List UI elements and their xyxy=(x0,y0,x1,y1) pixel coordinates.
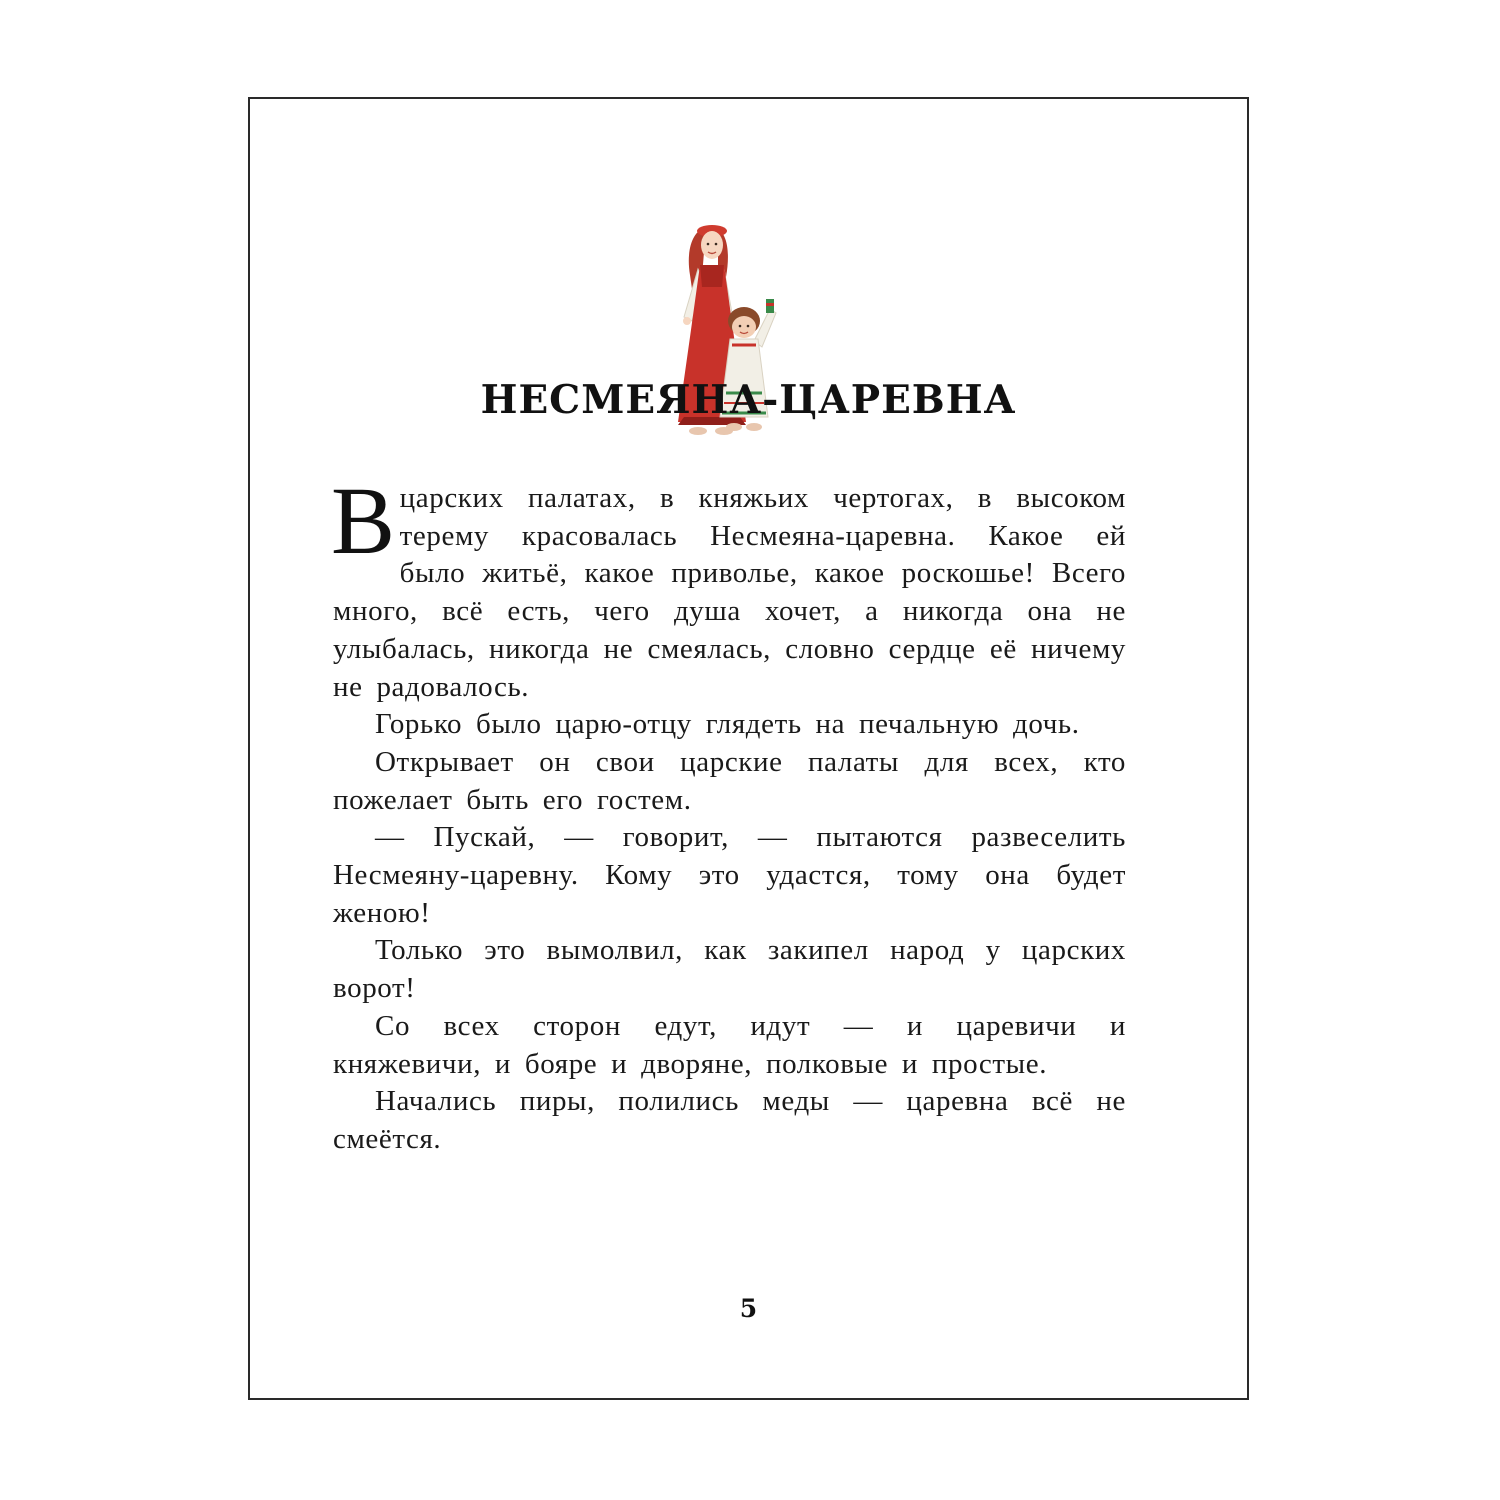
story-paragraph-2: Горько было царю-отцу глядеть на печальную дочь. xyxy=(375,708,1080,741)
story-paragraph-3: Открывает он свои царские палаты для всех, кто пожелает быть его гостем. xyxy=(333,745,1126,816)
paragraph-text: царских палатах, в княжьих чертогах, в высоком терему красовалась Несмеяна-царевна. Какое ей было житьё, какое приволье, какое роскошье! Всего много, всё есть, чего душа хочет, а никогда она не улыбалась, никогда не смеялась, словно сердце её ничему не радовалось. xyxy=(333,482,1126,703)
story-paragraph-4: — Пускай, — говорит, — пытаются развеселить Несмеяну-царевну. Кому это удастся, тому она будет женою! xyxy=(333,821,1126,929)
story-body xyxy=(331,467,1126,1159)
story-paragraph-6: Со всех сторон едут, идут — и царевичи и княжевичи, и бояре и дворяне, полковые и простые. xyxy=(333,1009,1126,1080)
book-page xyxy=(248,97,1249,1400)
story-title: НЕСМЕЯНА-ЦАРЕВНА xyxy=(480,377,1017,423)
drop-cap: В xyxy=(331,467,396,574)
page-number: 5 xyxy=(739,1294,758,1323)
story-paragraph-5: Только это вымолвил, как закипел народ у царских ворот! xyxy=(333,934,1126,1005)
story-paragraph-1 xyxy=(331,467,1126,706)
story-paragraph-7: Начались пиры, полились меды — царевна всё не смеётся. xyxy=(333,1085,1126,1155)
